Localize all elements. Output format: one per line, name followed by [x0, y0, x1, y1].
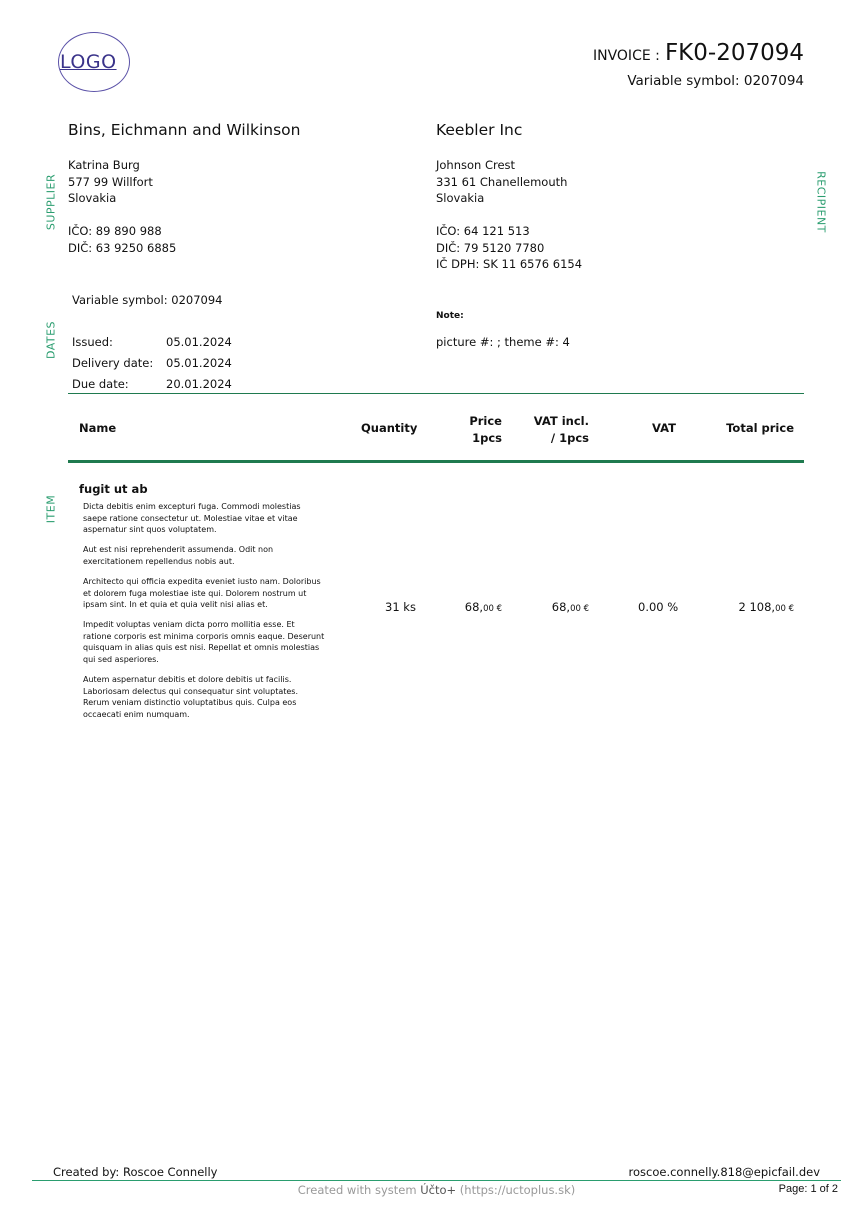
invoice-number: FK0-207094: [664, 40, 804, 66]
recipient-side-label: RECIPIENT: [814, 171, 828, 233]
dates-side-label: DATES: [44, 320, 58, 360]
issued-label: Issued:: [72, 335, 113, 349]
col-header-name: Name: [79, 421, 117, 435]
col-header-total: Total price: [726, 421, 794, 435]
col-header-price: [469, 413, 502, 447]
issued-date: 05.01.2024: [166, 335, 232, 349]
item-vat-incl-price: [552, 600, 589, 614]
footer-system-prefix: Created with system: [297, 1183, 421, 1197]
item-description-paragraph: Architecto qui officia expedita eveniet iusto nam. Doloribus et dolorem fuga molestiae iste qui. Dolorem nostrum ut ipsam sint. In et quia et quia velit nisi alias et.: [83, 576, 321, 610]
item-description-paragraph: Impedit voluptas veniam dicta porro mollitia esse. Et ratione corporis est minima corporis omnis eaque. Deserunt quisquam in alias quis est nisi. Repellat et omnis molestias qui sed asperiores.: [83, 620, 325, 665]
invoice-variable-symbol: Variable symbol: 0207094: [627, 73, 804, 89]
supplier-dic: DIČ: 63 9250 6885: [68, 240, 177, 255]
item-total-main: 2 108,: [738, 600, 776, 614]
recipient-country: Slovakia: [436, 191, 485, 205]
footer-page-number: Page: 1 of 2: [778, 1183, 838, 1195]
logo-text: LOGO: [60, 51, 117, 73]
item-vat-incl-cents: 00 €: [570, 604, 589, 614]
col-header-vat: VAT: [652, 421, 676, 435]
item-vat: 0.00 %: [638, 600, 679, 614]
footer-rule: [32, 1180, 841, 1181]
supplier-street: Katrina Burg: [68, 158, 140, 172]
footer-system: [0, 1183, 855, 1197]
item-total: [738, 600, 794, 614]
recipient-dic: DIČ: 79 5120 7780: [436, 240, 545, 255]
col-header-vat-incl: [534, 413, 589, 447]
recipient-name: Keebler Inc: [436, 121, 523, 139]
table-top-rule: [68, 393, 804, 394]
item-name: fugit ut ab: [79, 482, 148, 496]
footer-system-url[interactable]: (https://uctoplus.sk): [456, 1183, 576, 1197]
due-date: 20.01.2024: [166, 377, 232, 391]
supplier-name: Bins, Eichmann and Wilkinson: [68, 121, 301, 139]
supplier-address: [68, 157, 176, 256]
recipient-street: Johnson Crest: [436, 158, 516, 172]
item-quantity: 31 ks: [385, 600, 416, 614]
dates-variable-symbol: Variable symbol: 0207094: [72, 293, 223, 307]
recipient-ico: IČO: 64 121 513: [436, 224, 530, 238]
item-description-paragraph: Autem aspernatur debitis et dolore debitis ut facilis. Laboriosam delectus qui consequatur sint voluptates. Rerum veniam distinctio voluptatibus quis. Culpa eos occaecati enim numquam.: [83, 675, 299, 719]
note-label: Note:: [436, 311, 464, 321]
recipient-address: [436, 157, 582, 273]
item-description: [83, 501, 325, 729]
footer-created-by: Created by: Roscoe Connelly: [53, 1165, 218, 1179]
table-header-rule: [68, 460, 804, 463]
col-header-price-line1: Price: [469, 414, 502, 428]
supplier-city: 577 99 Willfort: [68, 174, 153, 189]
invoice-label: INVOICE :: [592, 48, 660, 64]
delivery-label: Delivery date:: [72, 356, 154, 370]
col-header-vat-incl-line1: VAT incl.: [533, 414, 589, 428]
footer-system-name: Účto+: [420, 1183, 457, 1197]
supplier-side-label: SUPPLIER: [44, 173, 58, 231]
item-total-cents: 00 €: [775, 604, 794, 614]
item-side-label: ITEM: [44, 494, 58, 524]
note-text: picture #: ; theme #: 4: [436, 335, 570, 349]
item-price-cents: 00 €: [483, 604, 502, 614]
item-description-paragraph: Aut est nisi reprehenderit assumenda. Odit non exercitationem repellendus nobis aut.: [83, 545, 274, 566]
delivery-date: 05.01.2024: [166, 356, 232, 370]
item-price-main: 68,: [464, 600, 484, 614]
supplier-country: Slovakia: [68, 191, 117, 205]
col-header-vat-incl-line2: / 1pcs: [550, 431, 589, 445]
item-vat-incl-main: 68,: [551, 600, 571, 614]
due-label: Due date:: [72, 377, 129, 391]
recipient-city: 331 61 Chanellemouth: [436, 174, 568, 189]
item-price: [465, 600, 502, 614]
invoice-title: [593, 40, 804, 66]
col-header-quantity: Quantity: [361, 421, 418, 435]
item-description-paragraph: Dicta debitis enim excepturi fuga. Commodi molestias saepe ratione consectetur ut. Molestiae vitae et vitae aspernatur sint quos voluptatem.: [83, 502, 301, 535]
col-header-price-line2: 1pcs: [472, 431, 502, 445]
recipient-icdph: IČ DPH: SK 11 6576 6154: [436, 257, 583, 271]
footer-email[interactable]: roscoe.connelly.818@epicfail.dev: [628, 1165, 820, 1179]
supplier-ico: IČO: 89 890 988: [68, 224, 162, 238]
